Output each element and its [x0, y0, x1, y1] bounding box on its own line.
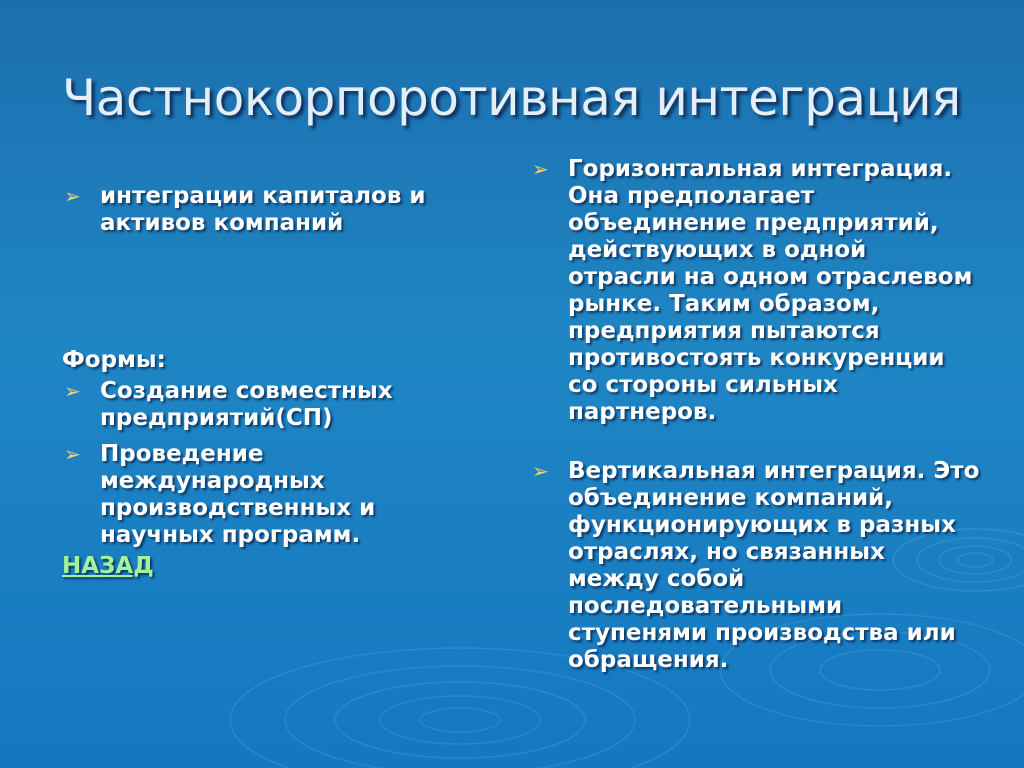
list-item	[62, 378, 452, 432]
arrow-bullet-icon: ➢	[64, 379, 81, 403]
right-column	[530, 156, 980, 674]
arrow-bullet-icon: ➢	[532, 459, 549, 483]
back-link[interactable]: НАЗАД	[62, 553, 154, 579]
arrow-bullet-icon: ➢	[532, 157, 549, 181]
left-column	[62, 183, 452, 580]
arrow-bullet-icon: ➢	[64, 442, 81, 466]
horizontal-integration-text: Горизонтальная интеграция. Она предполагает объединение предприятий, действующих в одной отрасли на одном отраслевом рынке. Таким образом, предприятия пытаются противостоять конкуренции со стороны сильных партнеров.	[568, 156, 973, 425]
list-item	[530, 458, 980, 674]
vertical-integration-text: Вертикальная интеграция. Это объединение компаний, функционирующих в разных отраслях, но связанных между собой последовательными ступенями производства или обращения.	[568, 458, 980, 673]
intro-text: интеграции капиталов и активов компаний	[100, 183, 426, 236]
arrow-bullet-icon: ➢	[64, 184, 81, 208]
list-item	[530, 156, 980, 426]
list-item	[62, 441, 452, 549]
forms-label: Формы:	[62, 347, 166, 373]
list-item	[62, 183, 452, 237]
form-item-joint-ventures: Создание совместных предприятий(СП)	[100, 378, 393, 431]
slide-title: Частнокорпоротивная интеграция	[62, 69, 961, 127]
form-item-programs: Проведение международных производственных и научных программ.	[100, 441, 376, 548]
